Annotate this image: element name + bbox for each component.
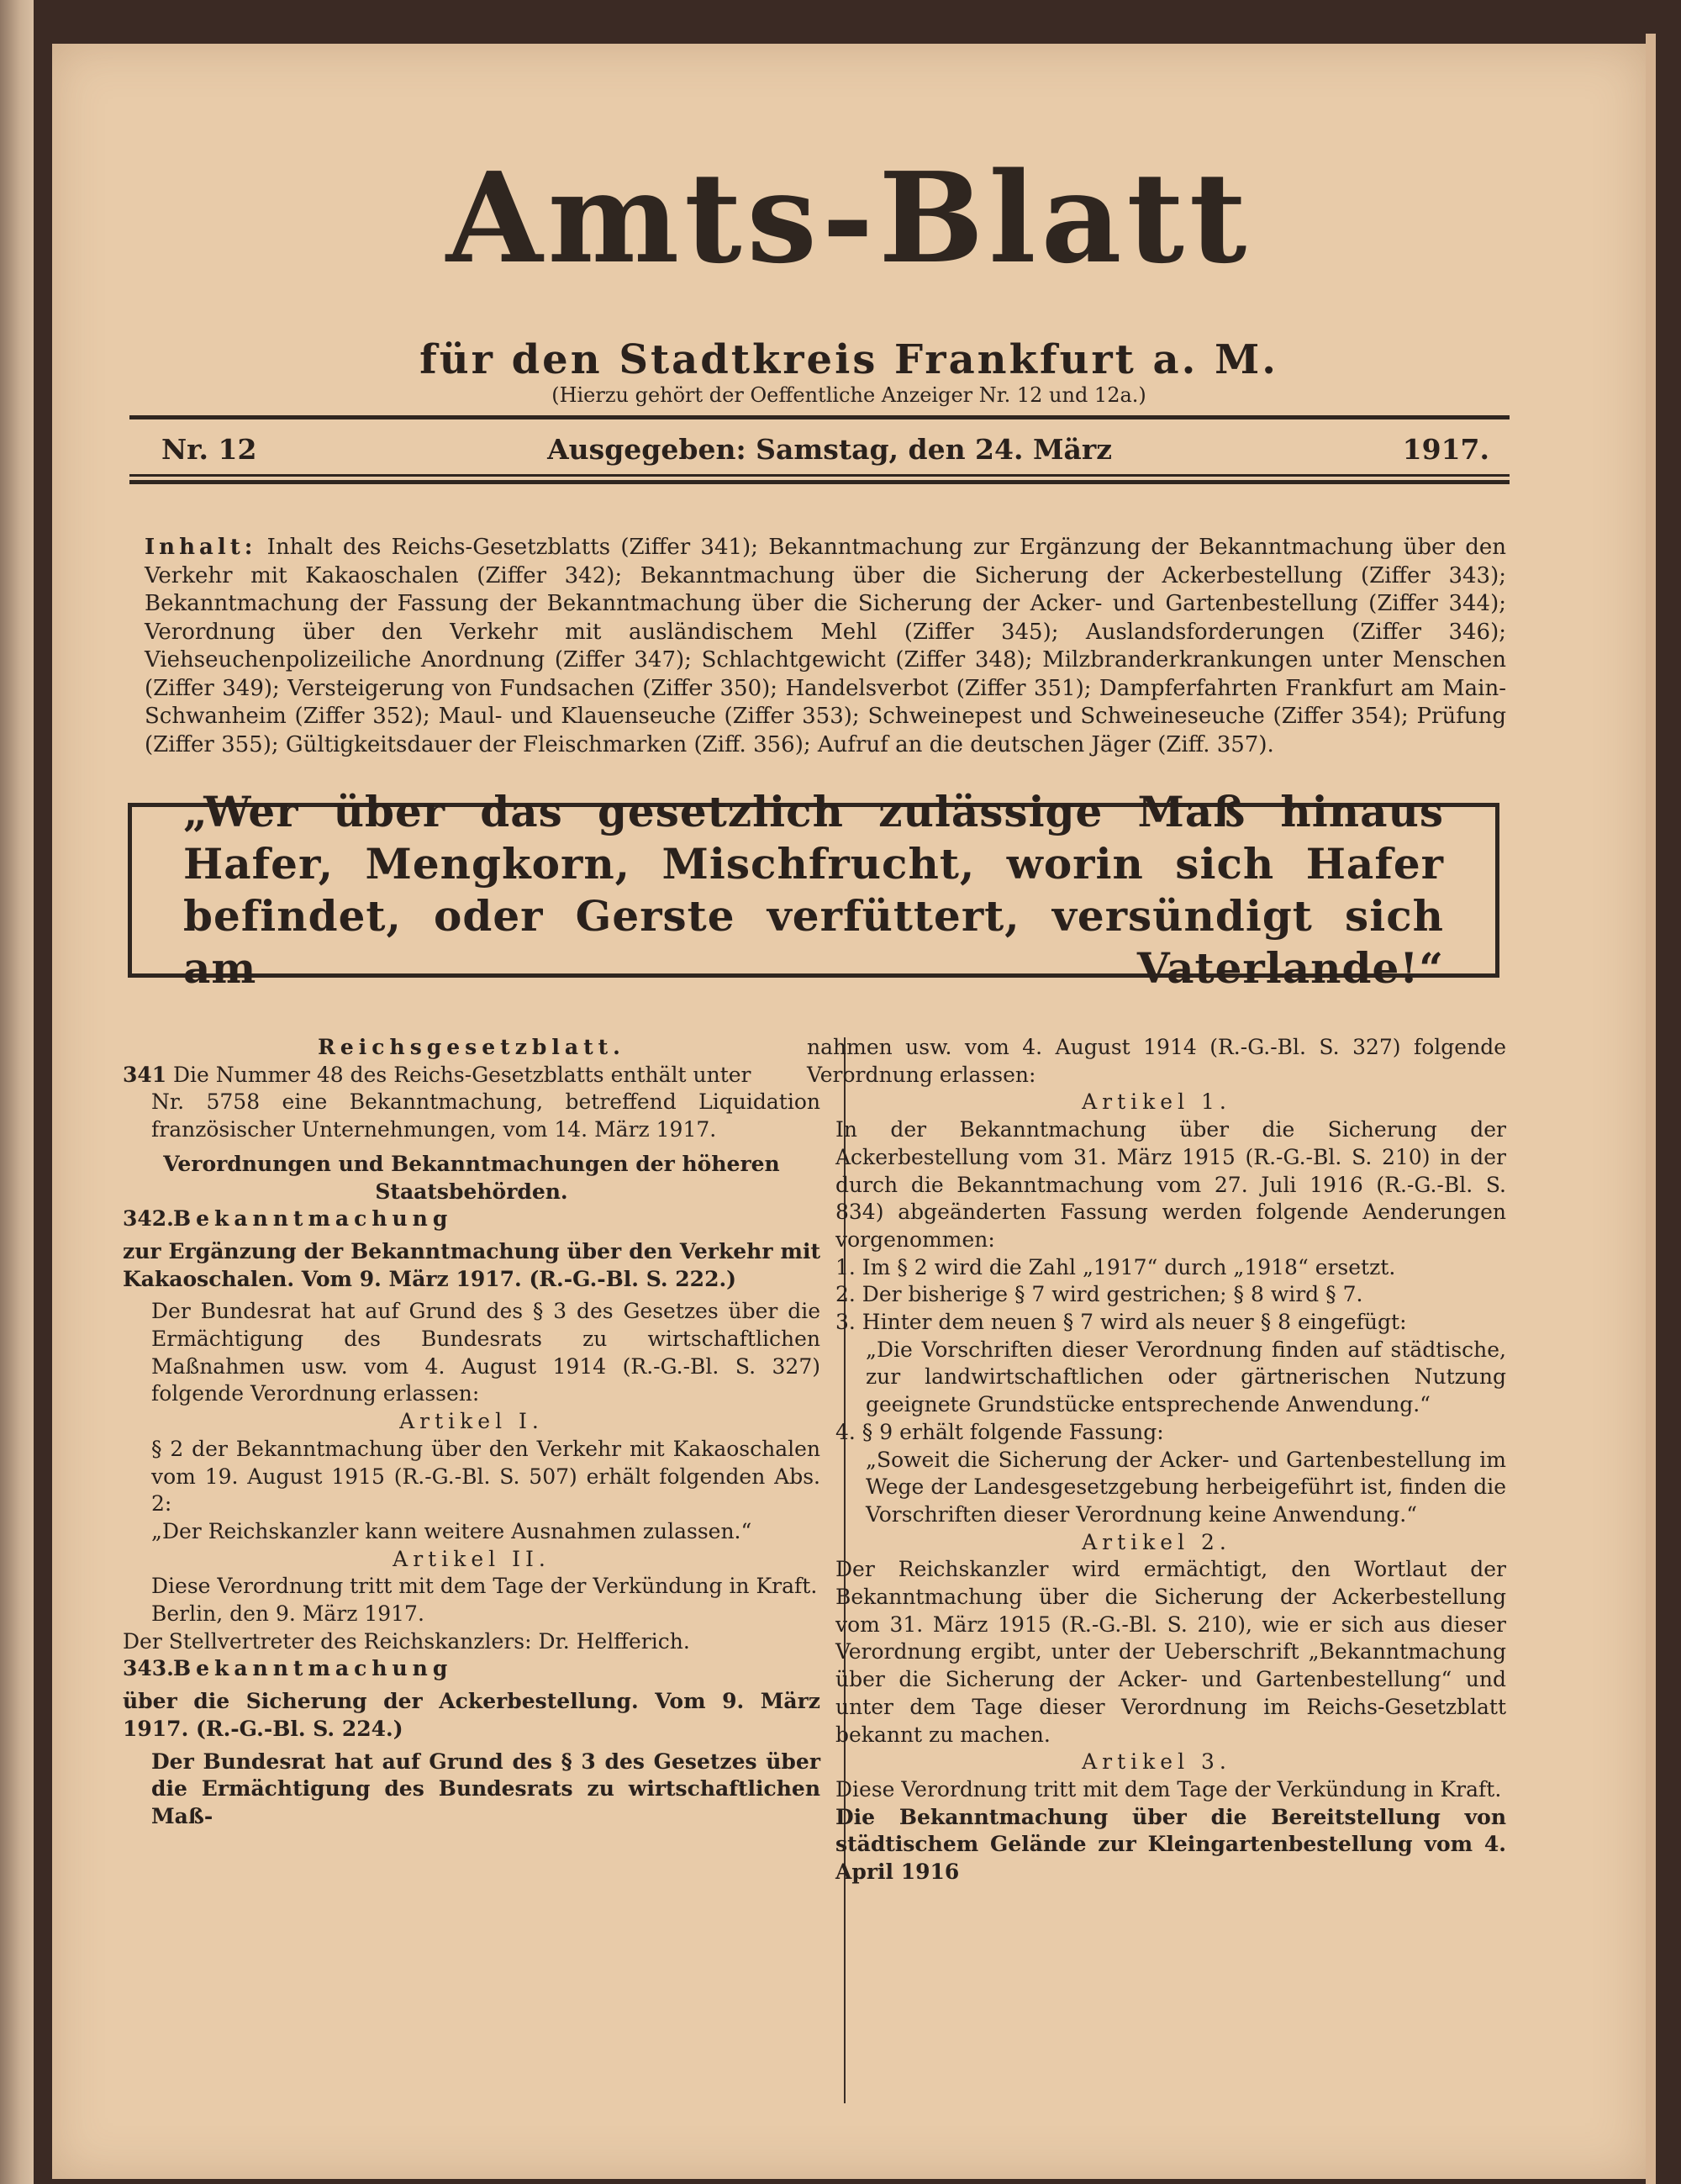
item-343-subject: über die Sicherung der Ackerbestellung. Vom 9. März 1917. (R.-G.-Bl. S. 224.) (123, 1689, 820, 1741)
list-item-quote: „Soweit die Sicherung der Acker- und Gartenbestellung im Wege der Landesgesetzgebung herbeigeführt ist, finden die Vorschriften dieser Verordnung keine Anwendung.“ (866, 1447, 1506, 1527)
bottom-rule (129, 480, 1510, 484)
article-heading: Artikel I. (399, 1409, 544, 1434)
closing-text: Die Bekanntmachung über die Bereitstellung von städtischem Gelände zur Kleingartenbestellung vom 4. April 1916 (835, 1804, 1506, 1885)
item-341 (123, 1062, 820, 1089)
article-heading: Artikel 1. (1082, 1089, 1231, 1115)
contents-text: Inhalt des Reichs-Gesetzblatts (Ziffer 341); Bekanntmachung zur Ergänzung der Bekanntmachung über den Verkehr mit Kakaoschalen (Ziffer 342); Bekanntmachung über die Sicherung der Ackerbestellung (Ziffer 343); Bekanntmachung der Fassung der Bekanntmachung über die Sicherung der Acker- und Gartenbestellung (Ziffer 344); Verordnung über den Verkehr mit ausländischem Mehl (Ziffer 345); Auslandsforderungen (Ziffer 346); Viehseuchenpolizeiliche Anordnung (Ziffer 347); Schlachtgewicht (Ziffer 348); Milzbranderkrankungen unter Menschen (Ziffer 349); Versteigerung von Fundsachen (Ziffer 350); Handelsverbot (Ziffer 351); Dampferfahrten Frankfurt am Main-Schwanheim (Ziffer 352); Maul- und Klauenseuche (Ziffer 353); Schweinepest und Schweineseuche (Ziffer 354); Prüfung (Ziffer 355); Gültigkeitsdauer der Fleischmarken (Ziff. 356); Aufruf an die deutschen Jäger (Ziff. 357). (145, 535, 1506, 757)
list-item-quote: „Die Vorschriften dieser Verordnung finden auf städtische, zur landwirtschaftlichen oder gärtnerischen Nutzung geeignete Grundstücke entsprechende Anwendung.“ (866, 1337, 1506, 1417)
list-item: 4. § 9 erhält folgende Fassung: (835, 1419, 1164, 1444)
article-quote: „Der Reichskanzler kann weitere Ausnahmen zulassen.“ (151, 1518, 752, 1543)
item-343-header (123, 1655, 820, 1683)
issue-year: 1917. (1402, 432, 1489, 466)
item-text: Die Nummer 48 des Reichs-Gesetzblatts enthält unter (173, 1062, 751, 1087)
place-date: Berlin, den 9. März 1917. (151, 1601, 424, 1627)
table-of-contents (145, 534, 1506, 759)
heading-reichsgesetzblatt: Reichsgesetzblatt. (318, 1035, 625, 1059)
article-heading: Artikel II. (393, 1546, 551, 1571)
list-item: 1. Im § 2 wird die Zahl „1917“ durch „1918“ ersetzt. (835, 1254, 1396, 1279)
item-heading: Bekanntmachung (173, 1206, 453, 1232)
item-343-preamble: Der Bundesrat hat auf Grund des § 3 des Gesetzes über die Ermächtigung des Bundesrats zu wirtschaftlichen Maß- (151, 1749, 820, 1828)
item-heading: Bekanntmachung (173, 1656, 453, 1681)
item-number: 343. (123, 1656, 174, 1681)
article-heading: Artikel 3. (1082, 1749, 1231, 1775)
masthead-title: Amts-Blatt (445, 145, 1252, 291)
item-number: 341 (123, 1062, 167, 1087)
article-text: § 2 der Bekanntmachung über den Verkehr mit Kakaoschalen vom 19. August 1915 (R.-G.-Bl. S. 507) erhält folgenden Abs. 2: (151, 1436, 820, 1517)
article-heading: Artikel 2. (1082, 1529, 1231, 1554)
binding-edge (1646, 34, 1656, 2184)
quote-box (128, 787, 1499, 993)
adjacent-page-edge (0, 0, 34, 2184)
article-text: Diese Verordnung tritt mit dem Tage der Verkündung in Kraft. (835, 1776, 1502, 1802)
article-text: Diese Verordnung tritt mit dem Tage der Verkündung in Kraft. (151, 1574, 818, 1599)
bottom-rule-thin (129, 474, 1510, 477)
continued-text: nahmen usw. vom 4. August 1914 (R.-G.-Bl. S. 327) folgende Verordnung erlassen: (807, 1035, 1506, 1087)
newspaper-page (52, 44, 1646, 2179)
item-341-detail: Nr. 5758 eine Bekanntmachung, betreffend Liquidation französischer Unternehmungen, vom 14. März 1917. (151, 1089, 820, 1142)
list-item: 3. Hinter dem neuen § 7 wird als neuer § 8 eingefügt: (835, 1310, 1407, 1335)
signature: Der Stellvertreter des Reichskanzlers: Dr. Helfferich. (123, 1628, 690, 1654)
issue-date: Ausgegeben: Samstag, den 24. März (547, 432, 1112, 466)
masthead-subtitle: für den Stadtkreis Frankfurt a. M. (419, 336, 1278, 383)
item-342-subject: zur Ergänzung der Bekanntmachung über den Verkehr mit Kakaoschalen. Vom 9. März 1917. (R.-G.-Bl. S. 222.) (123, 1238, 820, 1291)
issue-line (161, 429, 1489, 469)
item-342-preamble: Der Bundesrat hat auf Grund des § 3 des Gesetzes über die Ermächtigung des Bundesrats zu wirtschaftlichen Maßnahmen usw. vom 4. August 1914 (R.-G.-Bl. S. 327) folgende Verordnung erlassen: (151, 1299, 820, 1406)
article-text: Der Reichskanzler wird ermächtigt, den Wortlaut der Bekanntmachung über die Sicherung der Ackerbestellung vom 31. März 1915 (R.-G.-Bl. S. 210), wie er sich aus dieser Verordnung ergibt, unter der Ueberschrift „Bekanntmachung über die Sicherung der Acker- und Gartenbestellung“ und unter dem Tage dieser Verordnung im Reichs-Gesetzblatt bekannt zu machen. (835, 1557, 1506, 1747)
issue-number: Nr. 12 (161, 432, 257, 466)
contents-label: Inhalt: (145, 535, 257, 560)
right-column (807, 1034, 1506, 1886)
quote-text: „Wer über das gesetzlich zulässige Maß hinaus Hafer, Mengkorn, Mischfrucht, worin sich Hafer befindet, oder Gerste verfüttert, versündigt sich am Vaterlande!“ (183, 787, 1444, 993)
top-rule (129, 415, 1510, 419)
left-column (123, 1034, 820, 1831)
masthead-note: (Hierzu gehört der Oeffentliche Anzeiger Nr. 12 und 12a.) (551, 383, 1146, 407)
article-text: In der Bekanntmachung über die Sicherung der Ackerbestellung vom 31. März 1915 (R.-G.-Bl. S. 210) in der durch die Bekanntmachung vom 27. Juli 1916 (R.-G.-Bl. S. 834) abgeänderten Fassung werden folgende Aenderungen vorgenommen: (835, 1117, 1506, 1252)
item-number: 342. (123, 1206, 174, 1232)
item-342-header (123, 1205, 820, 1233)
heading-verordnungen: Verordnungen und Bekanntmachungen der höheren Staatsbehörden. (163, 1151, 780, 1204)
list-item: 2. Der bisherige § 7 wird gestrichen; § 8 wird § 7. (835, 1282, 1363, 1307)
